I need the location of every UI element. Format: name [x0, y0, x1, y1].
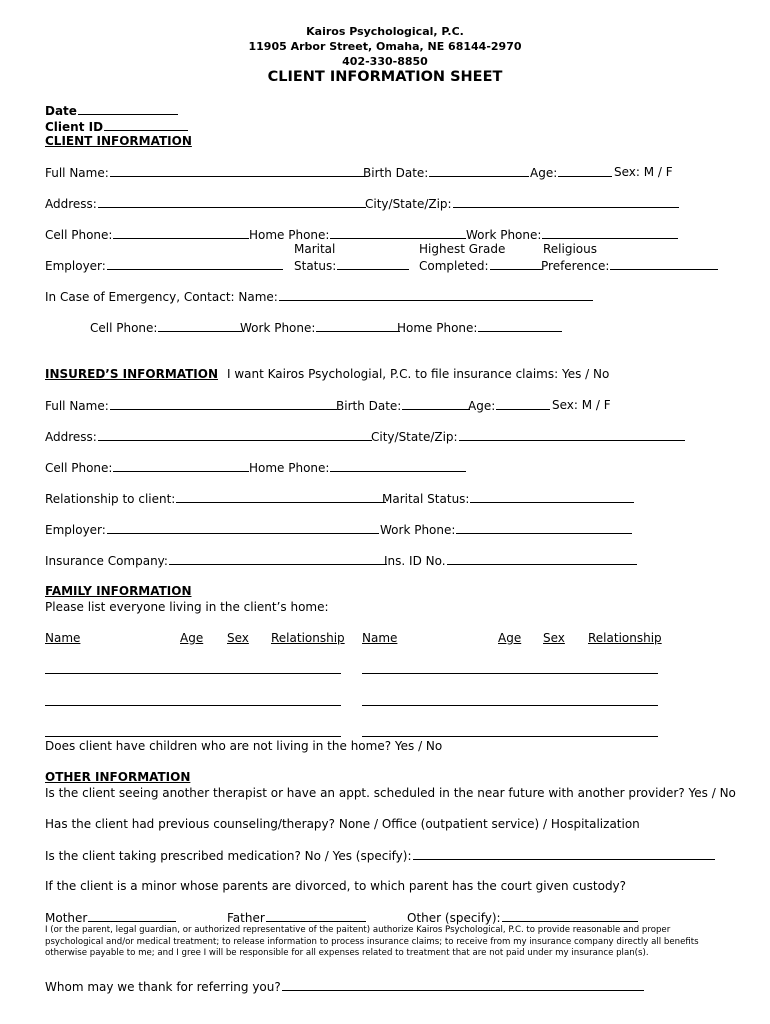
- insured-home-phone-field[interactable]: Home Phone:: [249, 461, 466, 474]
- insured-age-field[interactable]: Age:: [468, 399, 550, 412]
- page-title: CLIENT INFORMATION SHEET: [267, 69, 503, 85]
- family-row-line[interactable]: [45, 736, 341, 737]
- previous-counseling-question[interactable]: Has the client had previous counseling/therapy? None / Office (outpatient service) / Hospitalization: [45, 817, 640, 831]
- insurance-claims-question[interactable]: I want Kairos Psychologial, P.C. to file insurance claims: Yes / No: [227, 367, 610, 381]
- custody-other-field[interactable]: Other (specify):: [407, 911, 638, 924]
- religious-label: Religious: [543, 242, 597, 256]
- custody-father-field[interactable]: Father: [227, 911, 366, 924]
- another-therapist-question[interactable]: Is the client seeing another therapist or have an appt. scheduled in the near future with another provider? Yes / No: [45, 786, 736, 800]
- insured-cell-phone-field[interactable]: Cell Phone:: [45, 461, 249, 474]
- custody-mother-field[interactable]: Mother: [45, 911, 176, 924]
- referral-field[interactable]: Whom may we thank for referring you?: [45, 980, 644, 993]
- insured-employer-field[interactable]: Employer:: [45, 523, 379, 536]
- company-name: Kairos Psychological, P.C.: [306, 25, 464, 38]
- col-age-right: Age: [498, 631, 522, 645]
- relationship-to-client-field[interactable]: Relationship to client:: [45, 492, 386, 505]
- client-address-field[interactable]: Address:: [45, 197, 366, 210]
- col-age-left: Age: [180, 631, 204, 645]
- col-name-right: Name: [362, 631, 398, 645]
- marital-label: Marital: [294, 242, 336, 256]
- client-grade-completed-field[interactable]: Completed:: [419, 259, 542, 272]
- insured-city-state-zip-field[interactable]: City/State/Zip:: [371, 430, 685, 443]
- insured-birth-date-field[interactable]: Birth Date:: [336, 399, 470, 412]
- family-row-line[interactable]: [45, 673, 341, 674]
- insured-full-name-field[interactable]: Full Name:: [45, 399, 337, 412]
- client-home-phone-field[interactable]: Home Phone:: [249, 228, 466, 241]
- insured-sex-field[interactable]: Sex: M / F: [552, 398, 611, 412]
- col-relationship-left: Relationship: [271, 631, 345, 645]
- emergency-contact-name-field[interactable]: In Case of Emergency, Contact: Name:: [45, 290, 593, 303]
- date-field[interactable]: Date: [45, 104, 178, 117]
- col-name-left: Name: [45, 631, 81, 645]
- family-row-line[interactable]: [45, 705, 341, 706]
- client-id-field[interactable]: Client ID: [45, 120, 188, 133]
- client-birth-date-field[interactable]: Birth Date:: [363, 166, 529, 179]
- client-city-state-zip-field[interactable]: City/State/Zip:: [365, 197, 679, 210]
- family-info-heading: FAMILY INFORMATION: [45, 584, 192, 598]
- insured-info-heading: INSURED’S INFORMATION: [45, 367, 219, 381]
- company-address: 11905 Arbor Street, Omaha, NE 68144-2970: [248, 40, 522, 53]
- insurance-id-field[interactable]: Ins. ID No.: [384, 554, 637, 567]
- client-religious-preference-field[interactable]: Preference:: [541, 259, 718, 272]
- client-employer-field[interactable]: Employer:: [45, 259, 283, 272]
- insurance-company-field[interactable]: Insurance Company:: [45, 554, 387, 567]
- family-row-line[interactable]: [362, 673, 658, 674]
- insured-marital-status-field[interactable]: Marital Status:: [382, 492, 634, 505]
- insured-address-field[interactable]: Address:: [45, 430, 372, 443]
- client-work-phone-field[interactable]: Work Phone:: [466, 228, 678, 241]
- family-row-line[interactable]: [362, 736, 658, 737]
- client-age-field[interactable]: Age:: [530, 166, 612, 179]
- client-full-name-field[interactable]: Full Name:: [45, 166, 365, 179]
- client-sex-field[interactable]: Sex: M / F: [614, 165, 673, 179]
- family-instruction: Please list everyone living in the client’s home:: [45, 600, 329, 614]
- company-phone: 402-330-8850: [342, 55, 428, 68]
- client-info-heading: CLIENT INFORMATION: [45, 134, 192, 148]
- client-marital-status-field[interactable]: Status:: [294, 259, 409, 272]
- col-relationship-right: Relationship: [588, 631, 662, 645]
- authorization-statement: I (or the parent, legal guardian, or authorized representative of the paitent) authorize Kairos Psychological, P.C. to provide reasonable and proper psychological and/or medical treatment; to release information to process insurance claims; to receive from my insurance company directly all benefits otherwise payable to me; and I gree I will be responsible for all expenses related to treatment that are not paid under my insurance plan(s).: [45, 925, 699, 959]
- insured-work-phone-field[interactable]: Work Phone:: [380, 523, 632, 536]
- custody-question: If the client is a minor whose parents are divorced, to which parent has the court given custody?: [45, 879, 627, 893]
- emergency-work-phone-field[interactable]: Work Phone:: [240, 321, 400, 334]
- col-sex-left: Sex: [227, 631, 249, 645]
- other-info-heading: OTHER INFORMATION: [45, 770, 191, 784]
- emergency-home-phone-field[interactable]: Home Phone:: [397, 321, 562, 334]
- children-question[interactable]: Does client have children who are not living in the home? Yes / No: [45, 739, 443, 753]
- emergency-cell-phone-field[interactable]: Cell Phone:: [90, 321, 242, 334]
- col-sex-right: Sex: [543, 631, 565, 645]
- highest-grade-label: Highest Grade: [419, 242, 506, 256]
- client-cell-phone-field[interactable]: Cell Phone:: [45, 228, 249, 241]
- medication-question[interactable]: Is the client taking prescribed medication? No / Yes (specify):: [45, 849, 715, 862]
- family-row-line[interactable]: [362, 705, 658, 706]
